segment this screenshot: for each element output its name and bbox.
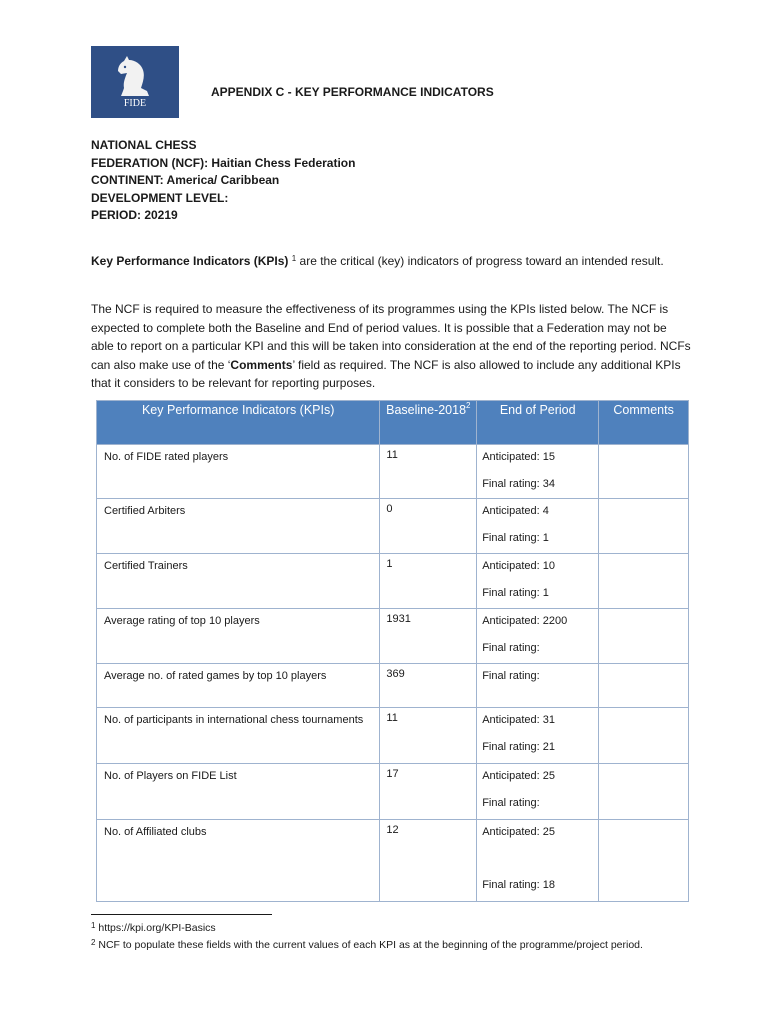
header-end-period: End of Period [477,401,599,445]
indicator-cell: No. of Affiliated clubs [97,820,380,902]
end-period-cell: Anticipated: 25 Final rating: [477,764,599,820]
table-row [97,764,689,820]
footnote-divider [91,914,272,915]
baseline-cell: 17 [380,764,477,820]
kpi-table [96,400,689,902]
baseline-cell: 1931 [380,609,477,664]
comments-cell[interactable] [599,609,689,664]
meta-line: DEVELOPMENT LEVEL: [91,190,229,205]
comments-cell[interactable] [599,664,689,708]
baseline-cell: 12 [380,820,477,902]
footnotes [91,920,691,953]
baseline-cell: 369 [380,664,477,708]
comments-cell[interactable] [599,445,689,499]
end-period-cell: Anticipated: 4 Final rating: 1 [477,499,599,554]
comments-cell[interactable] [599,499,689,554]
header-baseline: Baseline-2018$^2$ [380,401,477,445]
comments-cell[interactable] [599,708,689,764]
table-header-row [97,401,689,445]
table-row [97,609,689,664]
baseline-cell: 11 [380,708,477,764]
indicator-cell: Certified Arbiters [97,499,380,554]
instructions-paragraph [91,300,691,393]
baseline-cell: 1 [380,554,477,609]
table-row [97,445,689,499]
indicator-cell: Average rating of top 10 players [97,609,380,664]
federation-meta [91,137,355,225]
footnote-ref: 1 [291,254,297,263]
intro-text: are the critical (key) indicators of progress toward an intended result. [296,254,664,268]
table-row [97,499,689,554]
indicator-cell: No. of Players on FIDE List [97,764,380,820]
footnote-item: $^2$ NCF to populate these fields with the current values of each KPI as at the beginning of the programme/project period. [91,937,643,951]
meta-line: CONTINENT: America/ Caribbean [91,173,280,187]
header-indicator: Key Performance Indicators (KPIs) [97,401,380,445]
page-title: APPENDIX C - KEY PERFORMANCE INDICATORS [211,85,494,99]
comments-bold: Comments [230,357,293,372]
end-period-cell: Anticipated: 10 Final rating: 1 [477,554,599,609]
meta-line: NATIONAL CHESS [91,138,197,152]
footnote-item: $^1$ https://kpi.org/KPI-Basics [91,921,216,934]
end-period-cell: Anticipated: 15 Final rating: 34 [477,445,599,499]
indicator-cell: Average no. of rated games by top 10 players [97,664,380,708]
instructions-text: The NCF is required to measure the effectiveness of its programmes using the KPIs listed below. The NCF is expected to complete both the Baseline and End of period values. It is possible that a Federation may not be able to report on a particular KPI and this will be taken into consideration at the end of the reporting period. NCFs can also make use of the ‘ [91,302,691,372]
baseline-cell: 0 [380,499,477,554]
table-row [97,820,689,902]
header-comments: Comments [599,401,689,445]
end-period-cell: Final rating: [477,664,599,708]
indicator-cell: Certified Trainers [97,554,380,609]
logo-text: FIDE [123,98,147,109]
comments-cell[interactable] [599,820,689,902]
table-row [97,708,689,764]
indicator-cell: No. of participants in international chess tournaments [97,708,380,764]
indicator-cell: No. of FIDE rated players [97,445,380,499]
intro-bold: Key Performance Indicators (KPIs) [91,254,289,268]
instructions-text: ’ field as required. The NCF is also allowed to include any additional KPIs that it considers to be relevant for reporting purposes. [91,357,681,390]
comments-cell[interactable] [599,764,689,820]
comments-cell[interactable] [599,554,689,609]
table-row [97,664,689,708]
meta-line: FEDERATION (NCF): Haitian Chess Federation [91,155,356,170]
end-period-cell: Anticipated: 25 Final rating: 18 [477,820,599,902]
table-row [97,554,689,609]
end-period-cell: Anticipated: 31 Final rating: 21 [477,708,599,764]
fide-logo [91,46,179,118]
baseline-cell: 11 [380,445,477,499]
end-period-cell: Anticipated: 2200 Final rating: [477,609,599,664]
meta-line: PERIOD: 20219 [91,208,178,222]
intro-paragraph [91,252,691,271]
